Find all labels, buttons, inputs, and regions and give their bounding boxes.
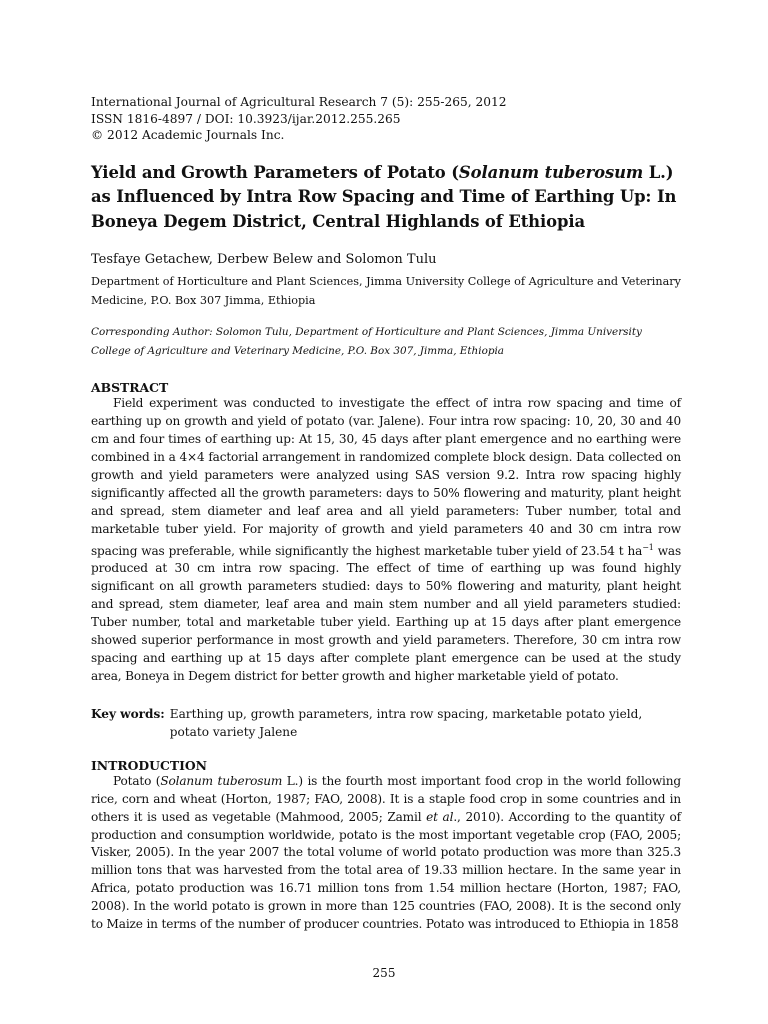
keywords-text: Earthing up, growth parameters, intra row spacing, marketable potato yield, potato variety Jalene <box>169 706 643 739</box>
copyright: © 2012 Academic Journals Inc. <box>91 128 285 143</box>
title-species: Solanum tuberosum <box>458 162 644 182</box>
article-title <box>91 161 681 235</box>
corresponding-author: Corresponding Author: Solomon Tulu, Department of Horticulture and Plant Sciences, Jimma University College of Agriculture and Veterinary Medicine, P.O. Box 307, Jimma, Ethiopia <box>91 326 642 358</box>
author-affiliation: Department of Horticulture and Plant Sciences, Jimma University College of Agriculture and Veterinary Medicine, P.O. Box 307 Jimma, Ethiopia <box>91 275 681 308</box>
keywords-label: Key words: <box>91 706 165 721</box>
intro-text-1: Potato ( <box>113 773 161 788</box>
page-number: 255 <box>372 966 396 980</box>
journal-header <box>91 94 681 144</box>
journal-citation: International Journal of Agricultural Research 7 (5): 255-265, 2012 <box>91 95 507 109</box>
paper-page <box>91 94 681 934</box>
issn-doi: ISSN 1816-4897 / DOI: 10.3923/ijar.2012.255.265 <box>91 111 401 126</box>
intro-et-al: et al <box>426 809 454 824</box>
title-part-1: Yield and Growth Parameters of Potato ( <box>91 162 459 182</box>
abstract-text-2: was produced at 30 cm intra row spacing. The effect of time of earthing up was found highly significant on all growth parameters studied: days to 50% flowering and maturity, plant height and spread, stem diameter, leaf area and main stem number and all yield parameters studied: Tuber number, total and marketable tuber yield. Earthing up at 15 days after plant emergence showed superior performance in most growth and yield parameters. Therefore, 30 cm intra row spacing and earthing up at 15 days after complete plant emergence can be used at the study area, Boneya in Degem district for better growth and higher marketable yield of potato. <box>91 543 682 683</box>
abstract-body <box>91 395 681 686</box>
intro-text-2: L.) is the fourth most important food crop in the world following rice, corn and wheat (Horton, 1987; FAO, 2008). It is a staple food crop in some countries and in others it is used as vegetable (Mahmood, 2005; Zamil <box>91 773 681 824</box>
abstract-superscript: −1 <box>642 542 654 552</box>
abstract-heading: ABSTRACT <box>91 380 169 396</box>
introduction-heading: INTRODUCTION <box>91 757 207 773</box>
abstract-text-1: Field experiment was conducted to investigate the effect of intra row spacing and time of earthing up on growth and yield of potato (var. Jalene). Four intra row spacing: 10, 20, 30 and 40 cm and four times of earthing up: At 15, 30, 45 days after plant emergence and no earthing were combined in a 4×4 factorial arrangement in randomized complete block design. Data collected on growth and yield parameters were analyzed using SAS version 9.2. Intra row spacing highly significantly affected all the growth parameters: days to 50% flowering and maturity, plant height and spread, stem diameter and leaf area and all yield parameters: Tuber number, total and marketable tuber yield. For majority of growth and yield parameters 40 and 30 cm intra row spacing was preferable, while significantly the highest marketable tuber yield of 23.54 t ha <box>91 396 681 558</box>
author-list: Tesfaye Getachew, Derbew Belew and Solomon Tulu <box>91 252 437 268</box>
keywords-block <box>91 705 681 741</box>
intro-species: Solanum tuberosum <box>160 773 283 788</box>
intro-text-3: ., 2010). According to the quantity of production and consumption worldwide, potato is the most important vegetable crop (FAO, 2005; Visker, 2005). In the year 2007 the total volume of world potato production was more than 325.3 million tons that was harvested from the total area of 19.33 million hectare. In the same year in Africa, potato production was 16.71 million tons from 1.54 million hectare (Horton, 1987; FAO, 2008). In the world potato is grown in more than 125 countries (FAO, 2008). It is the second only to Maize in terms of the number of producer countries. Potato was introduced to Ethiopia in 1858 <box>91 809 681 932</box>
introduction-body <box>91 773 681 934</box>
title-part-2: L.) as Influenced by Intra Row Spacing and Time of Earthing Up: In Boneya Degem District, Central Highlands of Ethiopia <box>91 162 677 231</box>
